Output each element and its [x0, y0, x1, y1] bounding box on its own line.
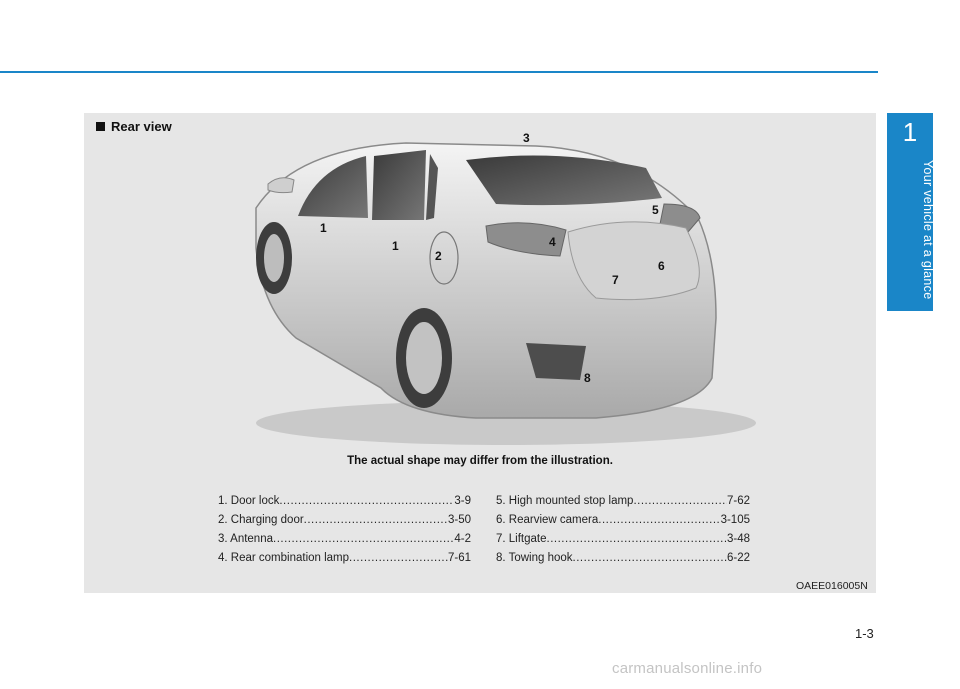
list-item: 4. Rear combination lamp ..... 7-61	[218, 549, 471, 568]
callout-4: 4	[549, 235, 556, 249]
list-item: 5. High mounted stop lamp ..... 7-62	[496, 492, 750, 511]
list-item: 2. Charging door ..... 3-50	[218, 511, 471, 530]
callout-6: 6	[658, 259, 665, 273]
callout-1a: 1	[320, 221, 327, 235]
illustration-caption: The actual shape may differ from the illustration.	[347, 455, 613, 467]
callout-7: 7	[612, 273, 619, 287]
liftgate-outline	[568, 222, 699, 300]
callout-5: 5	[652, 203, 659, 217]
wheel-rear-rim	[406, 322, 442, 394]
side-window-rear	[372, 150, 426, 220]
rear-window	[466, 156, 662, 206]
list-item: 6. Rearview camera ..... 3-105	[496, 511, 750, 530]
list-item: 8. Towing hook ..... 6-22	[496, 549, 750, 568]
chapter-title: Your vehicle at a glance	[921, 160, 935, 300]
side-mirror	[268, 178, 294, 193]
watermark: carmanualsonline.info	[612, 660, 763, 677]
wheel-front-rim	[264, 234, 284, 282]
header-rule	[0, 71, 878, 73]
section-title-text: Rear view	[111, 119, 172, 134]
list-item: 1. Door lock ..... 3-9	[218, 492, 471, 511]
bumper-vent-left	[526, 343, 586, 380]
callout-8: 8	[584, 371, 591, 385]
page-number: 1-3	[855, 626, 874, 641]
square-bullet-icon	[96, 122, 105, 131]
callout-3: 3	[523, 131, 530, 145]
list-item: 3. Antenna ..... 4-2	[218, 530, 471, 549]
component-list-left	[218, 492, 471, 568]
list-item: 7. Liftgate ..... 3-48	[496, 530, 750, 549]
component-list-right	[496, 492, 750, 568]
callout-1b: 1	[392, 239, 399, 253]
chapter-number-tab: 1	[887, 113, 933, 151]
car-rear-illustration	[176, 128, 788, 445]
section-title	[96, 119, 172, 134]
callout-2: 2	[435, 249, 442, 263]
figure-code: OAEE016005N	[796, 580, 868, 592]
